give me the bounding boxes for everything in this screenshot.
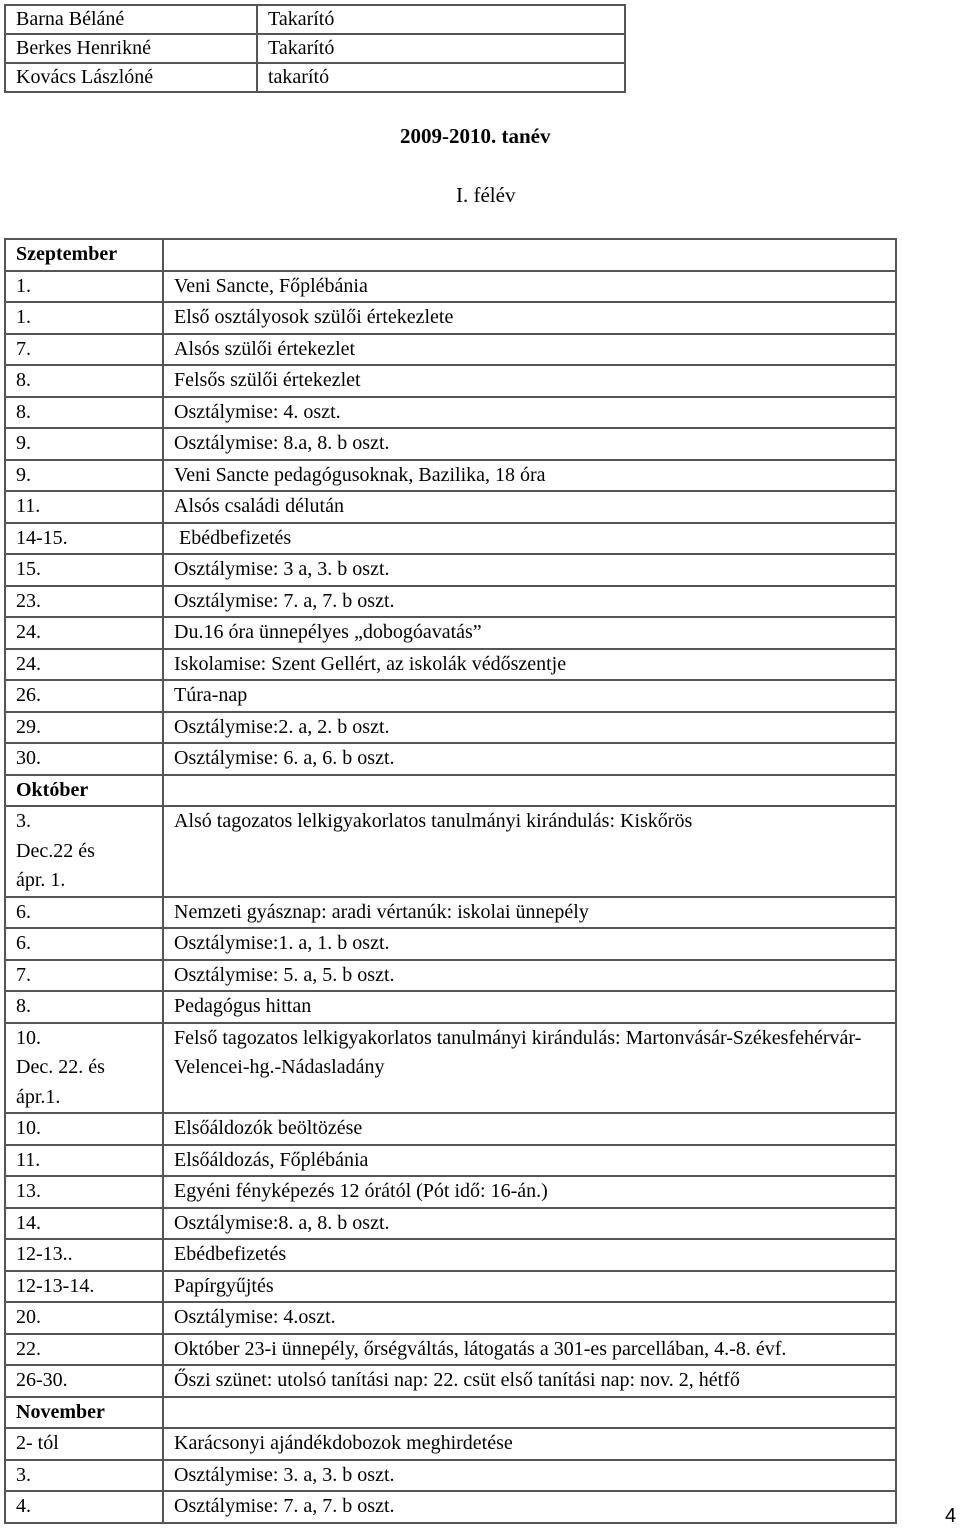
event-date: 30. bbox=[5, 743, 163, 775]
event-description: Karácsonyi ajándékdobozok meghirdetése bbox=[163, 1428, 896, 1460]
event-row bbox=[5, 365, 896, 397]
staff-role: Takarító bbox=[257, 5, 625, 34]
event-date: 1. bbox=[5, 271, 163, 303]
school-year-heading: 2009-2010. tanév bbox=[400, 124, 551, 148]
month-label: Október bbox=[5, 775, 163, 807]
event-description: Egyéni fényképezés 12 órától (Pót idő: 16-án.) bbox=[163, 1176, 896, 1208]
event-description: Osztálymise: 4. oszt. bbox=[163, 397, 896, 429]
event-row bbox=[5, 1491, 896, 1523]
event-description: Osztálymise:2. a, 2. b oszt. bbox=[163, 712, 896, 744]
event-row bbox=[5, 806, 896, 897]
event-description: Elsőáldozás, Főplébánia bbox=[163, 1145, 896, 1177]
staff-table bbox=[4, 4, 626, 93]
event-date: 23. bbox=[5, 586, 163, 618]
staff-row bbox=[5, 34, 625, 63]
event-date: 13. bbox=[5, 1176, 163, 1208]
event-date: 20. bbox=[5, 1302, 163, 1334]
event-row bbox=[5, 617, 896, 649]
event-date: 24. bbox=[5, 649, 163, 681]
staff-row bbox=[5, 5, 625, 34]
event-description: Osztálymise:1. a, 1. b oszt. bbox=[163, 928, 896, 960]
event-row bbox=[5, 1428, 896, 1460]
event-date: 7. bbox=[5, 334, 163, 366]
event-description: Ebédbefizetés bbox=[163, 1239, 896, 1271]
event-description: Első osztályosok szülői értekezlete bbox=[163, 302, 896, 334]
event-description: Október 23-i ünnepély, őrségváltás, látogatás a 301-es parcellában, 4.-8. évf. bbox=[163, 1334, 896, 1366]
event-row bbox=[5, 302, 896, 334]
event-date: 11. bbox=[5, 491, 163, 523]
event-date: 2- tól bbox=[5, 1428, 163, 1460]
event-row bbox=[5, 428, 896, 460]
page-number: 4 bbox=[945, 1505, 957, 1527]
staff-name: Kovács Lászlóné bbox=[5, 63, 257, 92]
event-date: 29. bbox=[5, 712, 163, 744]
empty-cell bbox=[163, 775, 896, 807]
event-date: 3. bbox=[5, 1460, 163, 1492]
event-description: Alsós szülői értekezlet bbox=[163, 334, 896, 366]
event-date: 8. bbox=[5, 397, 163, 429]
event-description: Elsőáldozók beöltözése bbox=[163, 1113, 896, 1145]
event-date: 3. Dec.22 és ápr. 1. bbox=[5, 806, 163, 897]
event-row bbox=[5, 1023, 896, 1114]
event-description: Alsós családi délután bbox=[163, 491, 896, 523]
event-description: Túra-nap bbox=[163, 680, 896, 712]
event-row bbox=[5, 1208, 896, 1240]
month-header-row bbox=[5, 1397, 896, 1429]
event-date: 12-13.. bbox=[5, 1239, 163, 1271]
event-date: 6. bbox=[5, 897, 163, 929]
staff-name: Berkes Henrikné bbox=[5, 34, 257, 63]
event-description: Osztálymise:8. a, 8. b oszt. bbox=[163, 1208, 896, 1240]
event-row bbox=[5, 680, 896, 712]
event-date: 9. bbox=[5, 460, 163, 492]
event-date: 8. bbox=[5, 991, 163, 1023]
event-description: Osztálymise: 5. a, 5. b oszt. bbox=[163, 960, 896, 992]
event-date: 14. bbox=[5, 1208, 163, 1240]
event-row bbox=[5, 334, 896, 366]
event-description: Osztálymise: 6. a, 6. b oszt. bbox=[163, 743, 896, 775]
event-row bbox=[5, 460, 896, 492]
event-description: Ebédbefizetés bbox=[163, 523, 896, 555]
staff-body bbox=[5, 5, 625, 92]
staff-row bbox=[5, 63, 625, 92]
event-date: 4. bbox=[5, 1491, 163, 1523]
event-date: 24. bbox=[5, 617, 163, 649]
event-row bbox=[5, 649, 896, 681]
event-description: Felsős szülői értekezlet bbox=[163, 365, 896, 397]
event-row bbox=[5, 1113, 896, 1145]
event-description: Osztálymise: 8.a, 8. b oszt. bbox=[163, 428, 896, 460]
event-description: Osztálymise: 7. a, 7. b oszt. bbox=[163, 586, 896, 618]
event-row bbox=[5, 523, 896, 555]
month-header-row bbox=[5, 239, 896, 271]
event-description: Nemzeti gyásznap: aradi vértanúk: iskolai ünnepély bbox=[163, 897, 896, 929]
event-date: 10. Dec. 22. és ápr.1. bbox=[5, 1023, 163, 1114]
event-description: Osztálymise: 7. a, 7. b oszt. bbox=[163, 1491, 896, 1523]
event-description: Felső tagozatos lelkigyakorlatos tanulmányi kirándulás: Martonvásár-Székesfehérvár-Velencei-hg.-Nádasladány bbox=[163, 1023, 896, 1114]
event-description: Iskolamise: Szent Gellért, az iskolák védőszentje bbox=[163, 649, 896, 681]
event-row bbox=[5, 554, 896, 586]
empty-cell bbox=[163, 1397, 896, 1429]
event-description: Veni Sancte, Főplébánia bbox=[163, 271, 896, 303]
event-row bbox=[5, 586, 896, 618]
event-row bbox=[5, 1302, 896, 1334]
event-date: 10. bbox=[5, 1113, 163, 1145]
event-date: 26. bbox=[5, 680, 163, 712]
event-row bbox=[5, 397, 896, 429]
event-row bbox=[5, 1365, 896, 1397]
event-row bbox=[5, 1334, 896, 1366]
event-description: Osztálymise: 4.oszt. bbox=[163, 1302, 896, 1334]
event-date: 8. bbox=[5, 365, 163, 397]
event-description: Du.16 óra ünnepélyes „dobogóavatás” bbox=[163, 617, 896, 649]
event-description: Osztálymise: 3. a, 3. b oszt. bbox=[163, 1460, 896, 1492]
event-row bbox=[5, 928, 896, 960]
event-date: 15. bbox=[5, 554, 163, 586]
event-date: 6. bbox=[5, 928, 163, 960]
month-label: November bbox=[5, 1397, 163, 1429]
event-date: 22. bbox=[5, 1334, 163, 1366]
staff-name: Barna Béláné bbox=[5, 5, 257, 34]
event-row bbox=[5, 1271, 896, 1303]
event-row bbox=[5, 712, 896, 744]
month-label: Szeptember bbox=[5, 239, 163, 271]
event-date: 1. bbox=[5, 302, 163, 334]
schedule-body bbox=[5, 239, 896, 1523]
event-description: Őszi szünet: utolsó tanítási nap: 22. csüt első tanítási nap: nov. 2, hétfő bbox=[163, 1365, 896, 1397]
event-description: Osztálymise: 3 a, 3. b oszt. bbox=[163, 554, 896, 586]
event-description: Pedagógus hittan bbox=[163, 991, 896, 1023]
semester-heading: I. félév bbox=[456, 183, 516, 207]
event-row bbox=[5, 1145, 896, 1177]
event-description: Papírgyűjtés bbox=[163, 1271, 896, 1303]
event-row bbox=[5, 743, 896, 775]
event-row bbox=[5, 1176, 896, 1208]
schedule-table bbox=[4, 238, 897, 1524]
event-row bbox=[5, 991, 896, 1023]
event-row bbox=[5, 1239, 896, 1271]
event-date: 12-13-14. bbox=[5, 1271, 163, 1303]
event-row bbox=[5, 271, 896, 303]
event-date: 26-30. bbox=[5, 1365, 163, 1397]
event-date: 11. bbox=[5, 1145, 163, 1177]
event-row bbox=[5, 960, 896, 992]
event-row bbox=[5, 491, 896, 523]
staff-role: takarító bbox=[257, 63, 625, 92]
event-date: 14-15. bbox=[5, 523, 163, 555]
staff-role: Takarító bbox=[257, 34, 625, 63]
event-row bbox=[5, 897, 896, 929]
event-date: 9. bbox=[5, 428, 163, 460]
empty-cell bbox=[163, 239, 896, 271]
event-description: Veni Sancte pedagógusoknak, Bazilika, 18 óra bbox=[163, 460, 896, 492]
event-row bbox=[5, 1460, 896, 1492]
event-description: Alsó tagozatos lelkigyakorlatos tanulmányi kirándulás: Kiskőrös bbox=[163, 806, 896, 897]
event-date: 7. bbox=[5, 960, 163, 992]
month-header-row bbox=[5, 775, 896, 807]
